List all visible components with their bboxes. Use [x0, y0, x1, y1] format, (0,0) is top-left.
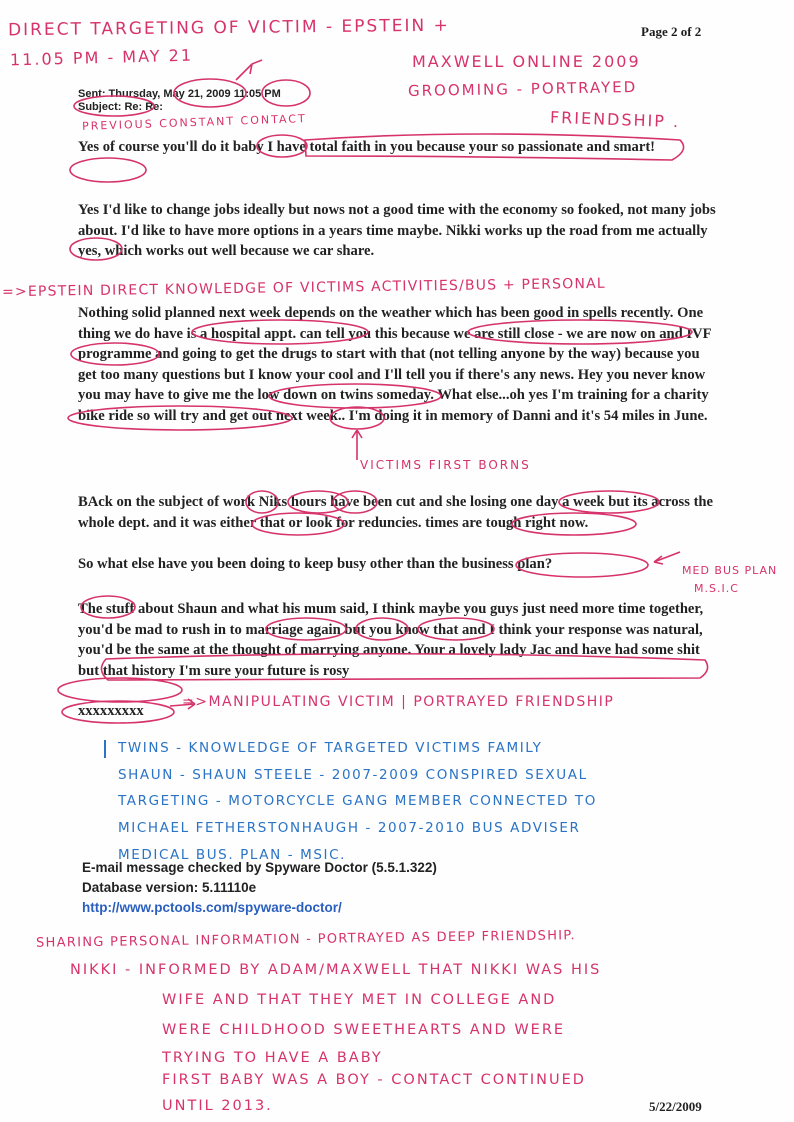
footer-date: 5/22/2009: [649, 1099, 702, 1114]
handwritten-online: MAXWELL ONLINE 2009: [412, 52, 641, 71]
annotation-msic: M.S.I.C: [694, 582, 739, 595]
blue-note-line: TWINS - KNOWLEDGE OF TARGETED VICTIMS FAMILY: [118, 740, 543, 756]
bottom-note-line: WIFE AND THAT THEY MET IN COLLEGE AND: [162, 992, 557, 1008]
bottom-note-line: WERE CHILDHOOD SWEETHEARTS AND WERE: [162, 1022, 566, 1038]
bottom-note-line: FIRST BABY WAS A BOY - CONTACT CONTINUED: [162, 1072, 586, 1088]
email-subject: Subject: Re: Re:: [78, 101, 163, 113]
annotation-manipulating: =>MANIPULATING VICTIM | PORTRAYED FRIENDSHIP: [182, 694, 615, 710]
blue-note-line: MICHAEL FETHERSTONHAUGH - 2007-2010 BUS ADVISER: [118, 820, 581, 836]
paragraph-3: Nothing solid planned next week depends on the weather which has been good in spells recently. One thing we do have is a hospital appt. can tell you this because we are still close - we are now on and IVF programme and going to get the drugs to start with that (not telling anyone by the way) because you get too many questions but I know your cool and I'll tell you if there's any news. Hey you never know you may have to give me the low down on twins someday. What else...oh yes I'm training for a charity bike ride so will try and get out next week.. I'm doing it in memory of Danni and it's 54 miles in June.: [78, 305, 711, 424]
annotation-first-borns: VICTIMS FIRST BORNS: [360, 458, 531, 472]
blue-note-line: TARGETING - MOTORCYCLE GANG MEMBER CONNECTED TO: [118, 793, 597, 809]
handwritten-time: 11.05 PM - MAY 21: [9, 45, 194, 70]
handwritten-friendship: FRIENDSHIP .: [549, 107, 681, 132]
bottom-note-line: TRYING TO HAVE A BABY: [162, 1050, 383, 1066]
spyware-link[interactable]: http://www.pctools.com/spyware-doctor/: [82, 900, 342, 915]
paragraph-7: xxxxxxxxx: [78, 703, 144, 719]
bottom-note-line: UNTIL 2013.: [162, 1098, 273, 1114]
paragraph-4: BAck on the subject of work Niks hours have been cut and she losing one day a week but its across the whole dept. and it was either that or look for reduncies. times are tough right now.: [78, 494, 714, 531]
handwritten-grooming: GROOMING - PORTRAYED: [407, 78, 638, 100]
annotation-previous-contact: PREVIOUS CONSTANT CONTACT: [81, 112, 307, 133]
paragraph-2: Yes I'd like to change jobs ideally but nows not a good time with the economy so fooked, not many jobs about. I'd like to have more options in a years time maybe. Nikki works up the road from me actually yes, which works out well because we car share.: [78, 202, 716, 259]
handwritten-title: DIRECT TARGETING OF VICTIM - EPSTEIN +: [7, 15, 450, 41]
circle-smart: [70, 158, 146, 182]
circle-rosy: [58, 678, 182, 702]
database-version: Database version: 5.11110e: [82, 880, 257, 895]
email-sent: Sent: Thursday, May 21, 2009 11:05 PM: [78, 88, 281, 100]
annotation-epstein-knowledge: =>EPSTEIN DIRECT KNOWLEDGE OF VICTIMS ACTIVITIES/BUS + PERSONAL: [1, 275, 606, 301]
paragraph-1: Yes of course you'll do it baby I have total faith in you because your so passionate and smart!: [78, 139, 656, 155]
bottom-note-line: SHARING PERSONAL INFORMATION - PORTRAYED AS DEEP FRIENDSHIP.: [35, 928, 577, 951]
bottom-note-line: NIKKI - INFORMED BY ADAM/MAXWELL THAT NIKKI WAS HIS: [70, 962, 602, 978]
paragraph-5: So what else have you been doing to keep busy other than the business plan?: [78, 556, 553, 572]
spyware-check-line: E-mail message checked by Spyware Doctor (5.5.1.322): [82, 860, 437, 875]
blue-note-line: SHAUN - SHAUN STEELE - 2007-2009 CONSPIRED SEXUAL: [118, 767, 588, 783]
blue-note-line: MEDICAL BUS. PLAN - MSIC.: [118, 847, 346, 863]
page-number: Page 2 of 2: [641, 24, 702, 39]
annotation-med-bus-plan: MED BUS PLAN: [682, 564, 778, 577]
arrow-twins: [352, 430, 362, 460]
paragraph-6: The stuff about Shaun and what his mum said, I think maybe you guys just need more time together, you'd be mad to rush in to marriage again but you know that and I think your response was natural, you'd be the same at the thought of marrying anyone. Your a lovely lady Jac and have had some shit but that history I'm sure your future is rosy: [78, 601, 704, 679]
check-mark: [236, 60, 262, 80]
